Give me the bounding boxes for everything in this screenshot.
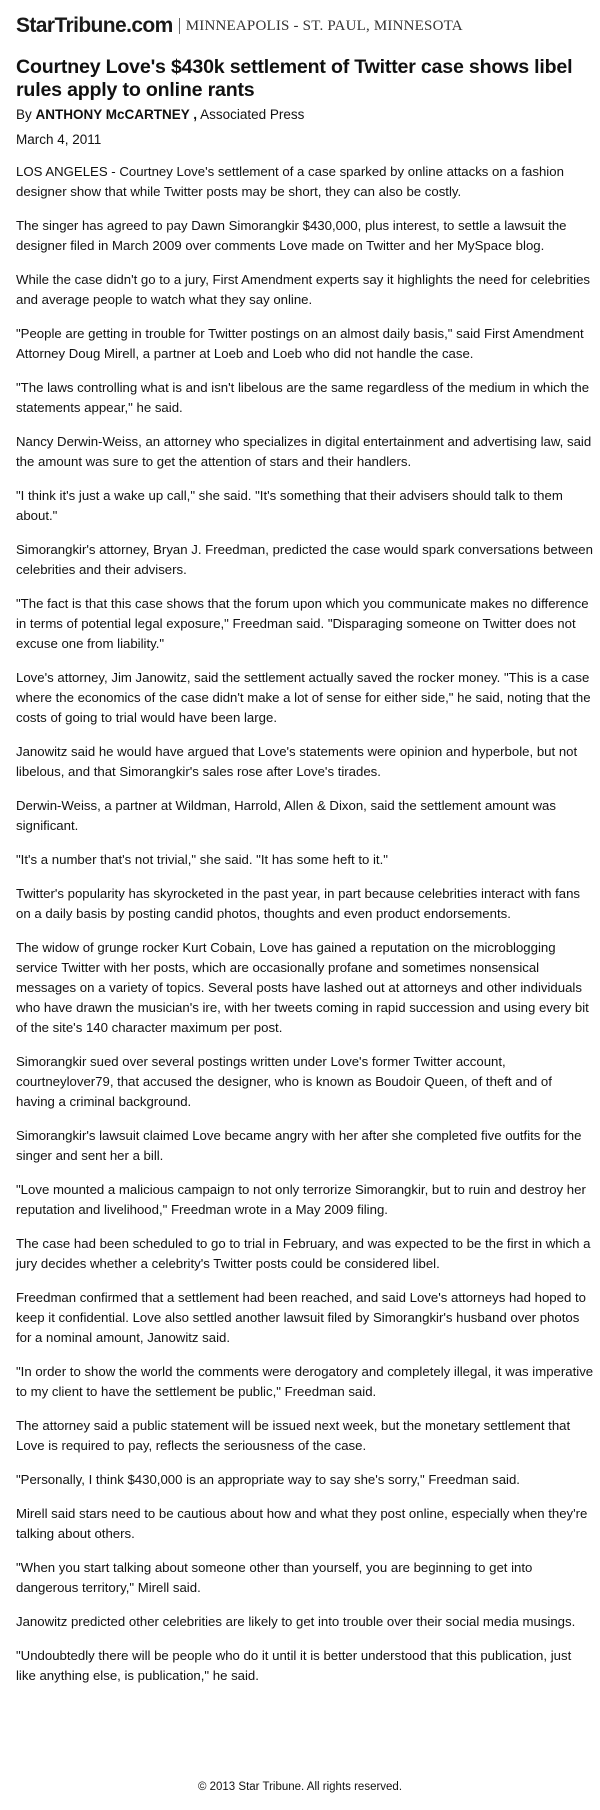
article-paragraph: Love's attorney, Jim Janowitz, said the settlement actually saved the rocker money. "This is a case where the economics of the case didn't make a lot of sense for either side," he said, noting that the costs of going to trial would have been large. (16, 670, 591, 725)
copyright-footer: © 2013 Star Tribune. All rights reserved. (197, 1781, 403, 1793)
article-body (16, 162, 594, 1700)
byline (16, 107, 304, 122)
article-paragraph: Simorangkir's attorney, Bryan J. Freedman, predicted the case would spark conversations between celebrities and their advisers. (16, 542, 593, 577)
byline-agency: Associated Press (200, 107, 305, 122)
article-paragraph: "I think it's just a wake up call," she said. "It's something that their advisers should talk to them about." (16, 488, 563, 523)
article-paragraph: Nancy Derwin-Weiss, an attorney who specializes in digital entertainment and advertising law, said the amount was sure to get the attention of stars and their handlers. (16, 434, 592, 469)
article-paragraph: LOS ANGELES - Courtney Love's settlement of a case sparked by online attacks on a fashion designer show that while Twitter posts may be short, they can also be costly. (16, 164, 564, 199)
article-paragraph: "People are getting in trouble for Twitter postings on an almost daily basis," said First Amendment Attorney Doug Mirell, a partner at Loeb and Loeb who did not handle the case. (16, 326, 584, 361)
article-headline: Courtney Love's $430k settlement of Twitter case shows libel rules apply to online rants (16, 56, 573, 101)
article-paragraph: Freedman confirmed that a settlement had been reached, and said Love's attorneys had hoped to keep it confidential. Love also settled another lawsuit filed by Simorangkir's husband over photos for a nominal amount, Janowitz said. (16, 1290, 586, 1345)
article-paragraph: "Undoubtedly there will be people who do it until it is better understood that this publication, just like anything else, is publication," he said. (16, 1648, 572, 1683)
article-paragraph: "Love mounted a malicious campaign to not only terrorize Simorangkir, but to ruin and destroy her reputation and livelihood," Freedman wrote in a May 2009 filing. (16, 1182, 586, 1217)
article-paragraph: "It's a number that's not trivial," she said. "It has some heft to it." (16, 852, 388, 867)
byline-author: ANTHONY McCARTNEY , (35, 107, 198, 122)
masthead (16, 14, 463, 38)
article-paragraph: "Personally, I think $430,000 is an appropriate way to say she's sorry," Freedman said. (16, 1472, 520, 1487)
article-paragraph: "In order to show the world the comments were derogatory and completely illegal, it was imperative to my client to have the settlement be public," Freedman said. (16, 1364, 594, 1399)
article-date: March 4, 2011 (16, 132, 102, 147)
article-paragraph: Mirell said stars need to be cautious about how and what they post online, especially when they're talking about others. (16, 1506, 588, 1541)
article-paragraph: "When you start talking about someone other than yourself, you are beginning to get into dangerous territory," Mirell said. (16, 1560, 533, 1595)
article-paragraph: "The fact is that this case shows that the forum upon which you communicate makes no difference in terms of potential legal exposure," Freedman said. "Disparaging someone on Twitter does not excuse one from liability." (16, 596, 589, 651)
article-paragraph: The attorney said a public statement will be issued next week, but the monetary settlement that Love is required to pay, reflects the seriousness of the case. (16, 1418, 571, 1453)
article-paragraph: Janowitz predicted other celebrities are likely to get into trouble over their social media musings. (16, 1614, 576, 1629)
article-paragraph: Simorangkir's lawsuit claimed Love became angry with her after she completed five outfits for the singer and sent her a bill. (16, 1128, 582, 1163)
article-paragraph: Twitter's popularity has skyrocketed in the past year, in part because celebrities interact with fans on a daily basis by posting candid photos, thoughts and even product endorsements. (16, 886, 580, 921)
article-paragraph: The case had been scheduled to go to trial in February, and was expected to be the first in which a jury decides whether a celebrity's Twitter posts could be considered libel. (16, 1236, 591, 1271)
masthead-location: MINNEAPOLIS - ST. PAUL, MINNESOTA (185, 17, 463, 34)
article-paragraph: Derwin-Weiss, a partner at Wildman, Harrold, Allen & Dixon, said the settlement amount was significant. (16, 798, 556, 833)
article-paragraph: "The laws controlling what is and isn't libelous are the same regardless of the medium in which the statements appear," he said. (16, 380, 590, 415)
site-logo[interactable]: StarTribune.com (16, 14, 173, 37)
article-paragraph: Janowitz said he would have argued that Love's statements were opinion and hyperbole, but not libelous, and that Simorangkir's sales rose after Love's tirades. (16, 744, 578, 779)
article-paragraph: The singer has agreed to pay Dawn Simorangkir $430,000, plus interest, to settle a lawsuit the designer filed in March 2009 over comments Love made on Twitter and her MySpace blog. (16, 218, 567, 253)
article-paragraph: Simorangkir sued over several postings written under Love's former Twitter account, courtneylover79, that accused the designer, who is known as Boudoir Queen, of theft and of having a criminal background. (16, 1054, 552, 1109)
article-paragraph: The widow of grunge rocker Kurt Cobain, Love has gained a reputation on the microblogging service Twitter with her posts, which are occasionally profane and sometimes nonsensical messages on a variety of topics. Several posts have lashed out at attorneys and other individuals who have drawn the musician's ire, with her tweets coming in rapid succession and using every bit of the site's 140 character maximum per post. (16, 940, 589, 1035)
masthead-divider (179, 18, 180, 34)
article-paragraph: While the case didn't go to a jury, First Amendment experts say it highlights the need for celebrities and average people to watch what they say online. (16, 272, 591, 307)
byline-prefix: By (16, 107, 32, 122)
